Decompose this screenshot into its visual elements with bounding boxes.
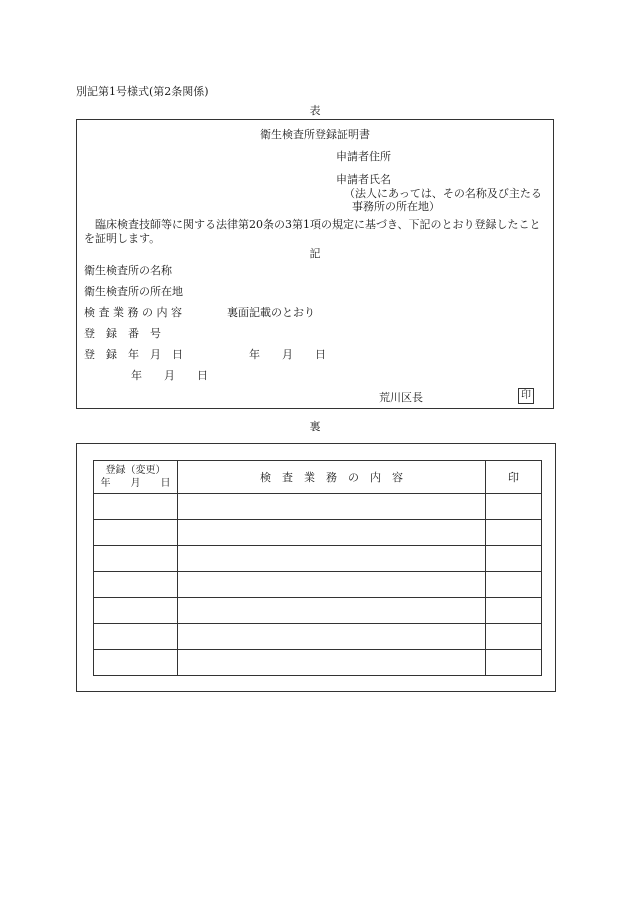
table-row: [94, 572, 542, 598]
registration-date-label: 登 録 年 月 日: [84, 348, 183, 361]
applicant-note-line-1: （法人にあっては、その名称及び主たる: [344, 187, 542, 200]
seal-column-header: 印: [486, 461, 542, 494]
ki-heading: 記: [309, 247, 321, 260]
content-cell: [178, 572, 486, 598]
back-side-label: 裏: [309, 420, 321, 433]
certification-statement: 臨床検査技師等に関する法律第20条の3第1項の規定に基づき、下記のとおり登録したことを証明します。: [84, 218, 541, 245]
table-row: [94, 546, 542, 572]
form-reference: 別記第1号様式(第2条関係): [76, 85, 209, 98]
content-column-header: 検 査 業 務 の 内 容: [178, 461, 486, 494]
change-date-blank: 年 月 日: [131, 369, 208, 382]
content-cell: [178, 650, 486, 676]
date-cell: [94, 546, 178, 572]
content-cell: [178, 624, 486, 650]
date-cell: [94, 598, 178, 624]
applicant-address-label: 申請者住所: [336, 150, 391, 163]
date-column-header: [94, 461, 178, 494]
registration-date-blank: 年 月 日: [249, 348, 326, 361]
lab-name-label: 衛生検査所の名称: [84, 264, 172, 277]
content-cell: [178, 520, 486, 546]
date-header-line-2: 年 月 日: [100, 478, 171, 489]
seal-cell: [486, 572, 542, 598]
seal-cell: [486, 520, 542, 546]
table-row: [94, 624, 542, 650]
certificate-title: 衛生検査所登録証明書: [260, 128, 370, 141]
date-cell: [94, 520, 178, 546]
table-row: [94, 520, 542, 546]
certificate-back: [76, 443, 556, 692]
certificate-front: [76, 119, 554, 409]
applicant-note-line-2: 事務所の所在地）: [352, 200, 440, 213]
table-row: [94, 494, 542, 520]
seal-cell: [486, 598, 542, 624]
date-cell: [94, 650, 178, 676]
date-cell: [94, 494, 178, 520]
inspection-content-value: 裏面記載のとおり: [227, 306, 315, 319]
seal-cell: [486, 624, 542, 650]
inspection-content-table: [93, 460, 542, 676]
issuer-name: 荒川区長: [379, 391, 423, 404]
content-cell: [178, 598, 486, 624]
seal-box: 印: [518, 388, 534, 404]
registration-number-label: 登 録 番 号: [84, 327, 161, 340]
front-side-label: 表: [309, 104, 321, 117]
date-header-line-1: 登録（変更）: [105, 465, 166, 476]
applicant-name-label: 申請者氏名: [336, 173, 391, 186]
seal-cell: [486, 546, 542, 572]
lab-location-label: 衛生検査所の所在地: [84, 285, 183, 298]
date-cell: [94, 624, 178, 650]
table-row: [94, 598, 542, 624]
content-cell: [178, 494, 486, 520]
inspection-content-label: 検 査 業 務 の 内 容: [84, 306, 182, 319]
date-cell: [94, 572, 178, 598]
seal-cell: [486, 650, 542, 676]
table-row: [94, 650, 542, 676]
table-header-row: [94, 461, 542, 494]
seal-cell: [486, 494, 542, 520]
content-cell: [178, 546, 486, 572]
